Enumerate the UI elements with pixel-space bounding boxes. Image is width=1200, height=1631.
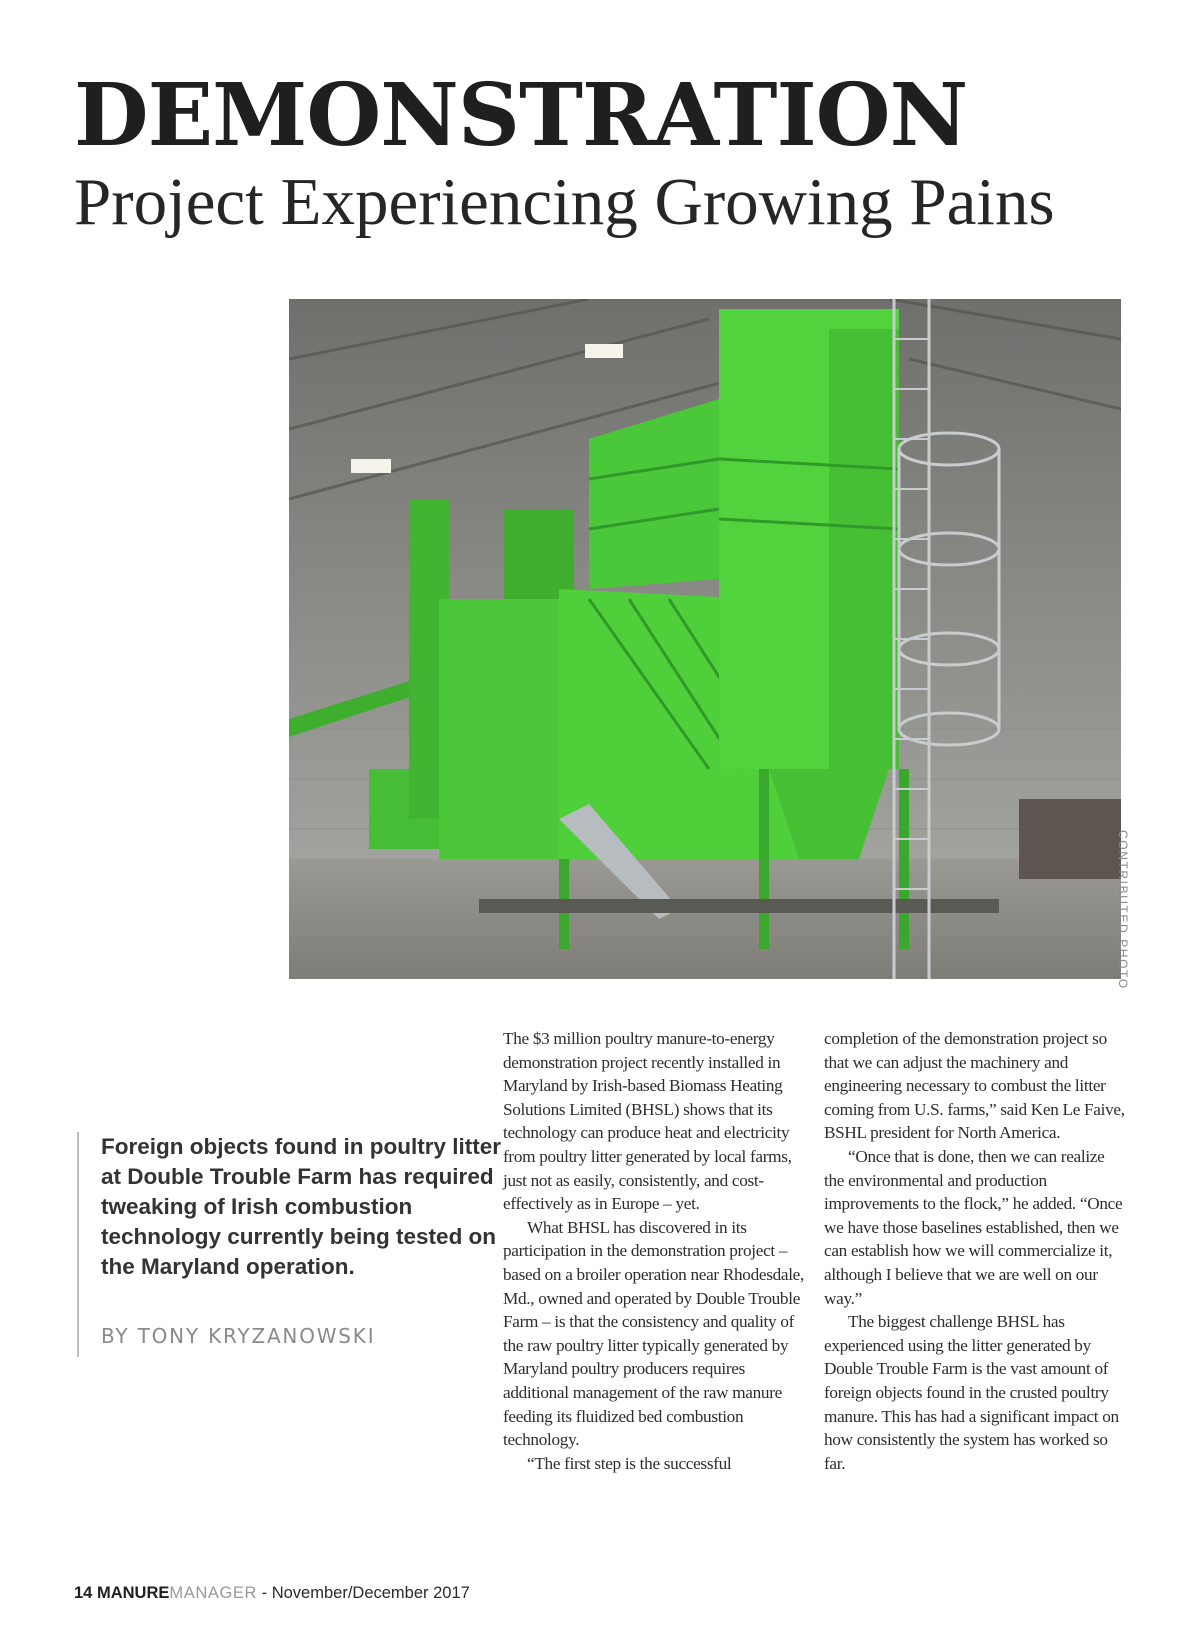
paragraph: “Once that is done, then we can realize the environmental and production improvements to the flock,” he added. “Once we have those baselines established, then we can establish how we will commercialize it, although I believe that we are well on our way.” xyxy=(824,1146,1123,1308)
brand-light: MANAGER xyxy=(169,1584,258,1602)
headline: DEMONSTRATION xyxy=(74,65,968,166)
issue-date: November/December 2017 xyxy=(271,1584,470,1602)
paragraph: The $3 million poultry manure-to-energy demonstration project recently installed in Maryland by Irish-based Biomass Heating Solutions Limited (BHSL) shows that its technology can produce heat and electricity from poultry litter generated by local farms, just not as easily, consistently, and cost-effectively as in Europe – yet. xyxy=(503,1029,792,1214)
byline: BY TONY KRYZANOWSKI xyxy=(101,1324,376,1348)
paragraph: completion of the demonstration project so that we can adjust the machinery and engineering necessary to combust the litter coming from U.S. farms,” said Ken Le Faive, BSHL president for North America. xyxy=(824,1029,1125,1143)
page-number: 14 xyxy=(74,1584,93,1602)
paragraph: “The first step is the successful xyxy=(527,1453,732,1473)
photo-credit: CONTRIBUTED PHOTO xyxy=(1116,830,1130,990)
dek-text: Foreign objects found in poultry litter at Double Trouble Farm has required tweaking of Irish combustion technology currently being tested on the Maryland operation. xyxy=(101,1134,501,1279)
paragraph: What BHSL has discovered in its participation in the demonstration project – based on a broiler operation near Rhodesdale, Md., owned and operated by Double Trouble Farm – is that the consistency and quality of the raw poultry litter typically generated by Maryland poultry producers requires additional management of the raw manure feeding its fluidized bed combustion technology. xyxy=(503,1217,805,1450)
subheadline: Project Experiencing Growing Pains xyxy=(74,165,1055,239)
article-dek xyxy=(77,1132,501,1357)
page-footer xyxy=(74,1584,470,1603)
paragraph: The biggest challenge BHSL has experienced using the litter generated by Double Trouble Farm is the vast amount of foreign objects found in the crusted poultry manure. This has had a significant impact on how consistently the system has worked so far. xyxy=(824,1312,1119,1473)
brand-bold: MANURE xyxy=(96,1584,170,1602)
body-column-2 xyxy=(824,1027,1126,1475)
footer-separator: - xyxy=(261,1584,268,1602)
article-photo xyxy=(289,299,1121,979)
body-column-1 xyxy=(503,1027,805,1475)
biomass-plant-illustration xyxy=(289,299,1121,979)
